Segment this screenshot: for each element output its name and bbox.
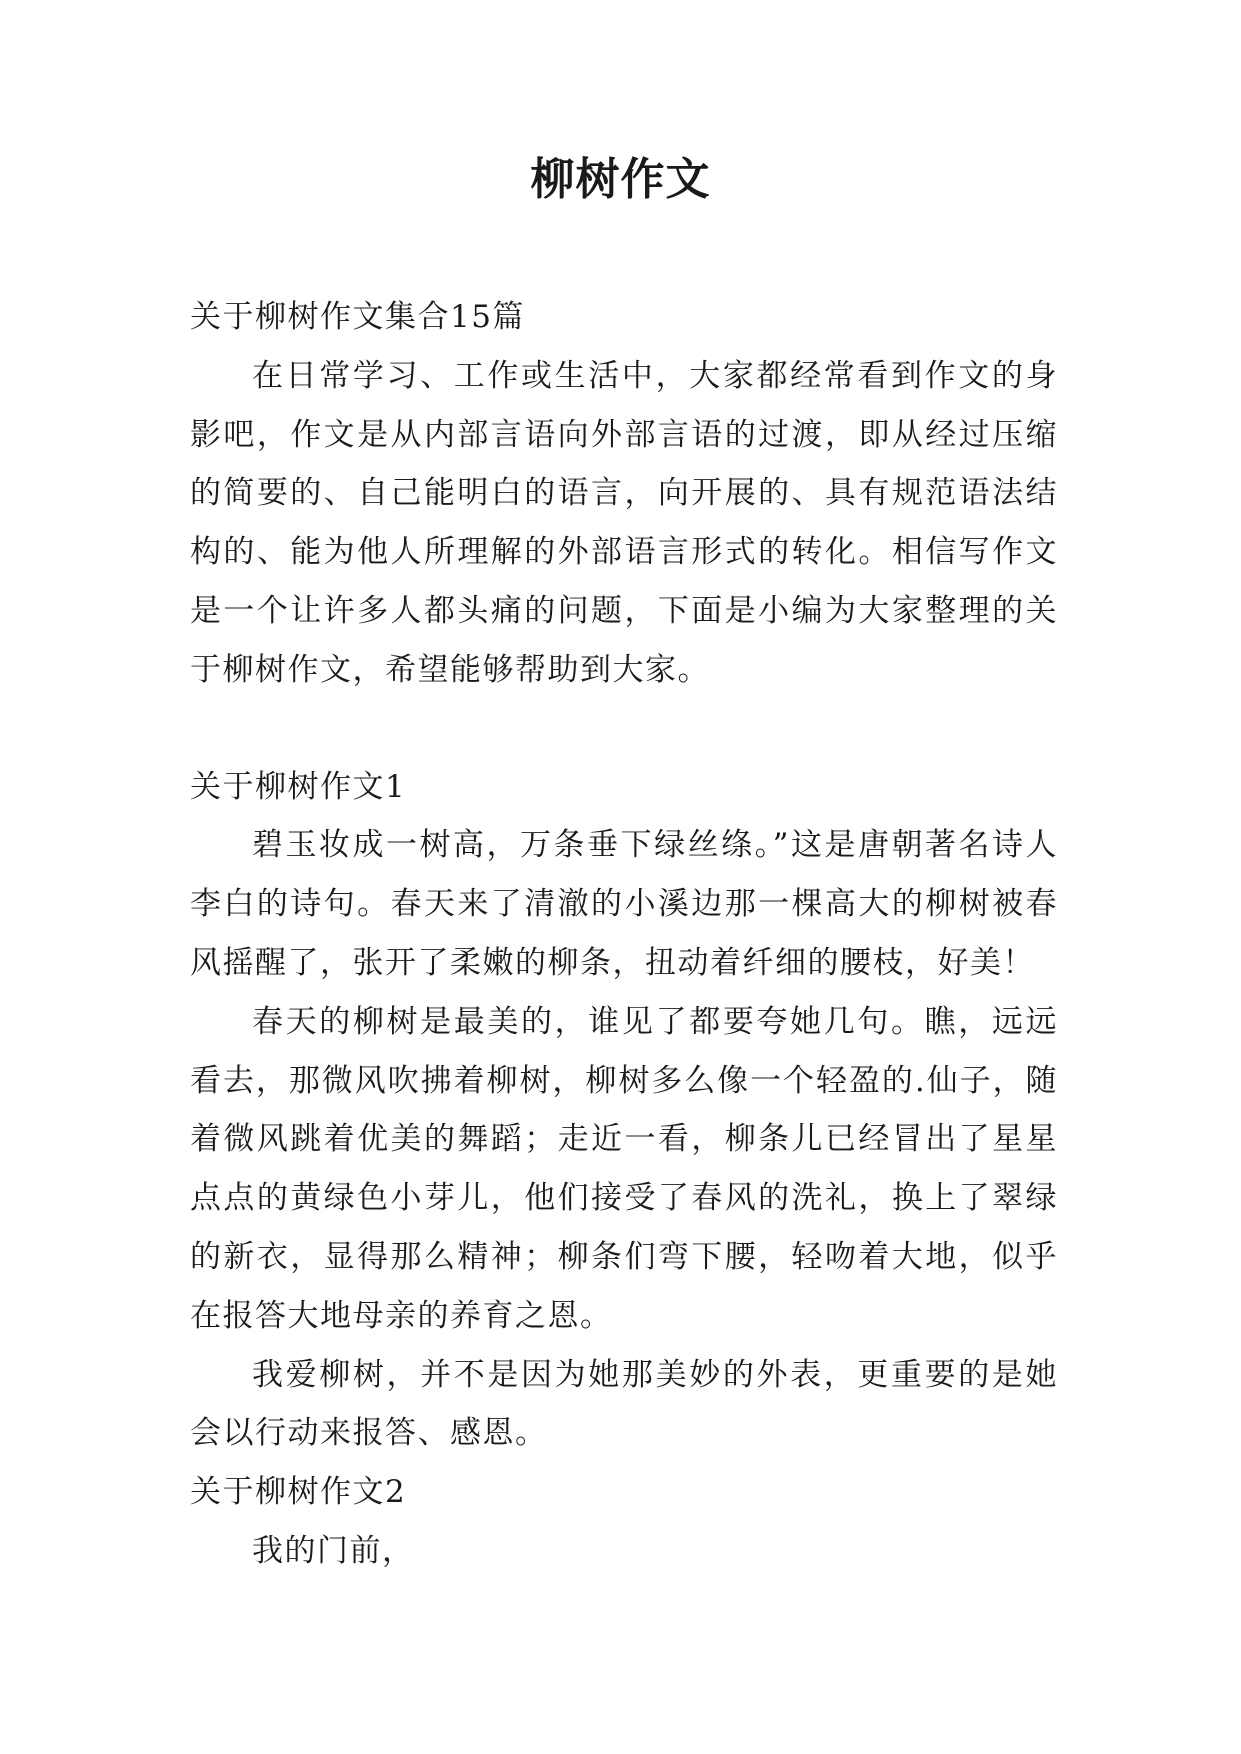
section-1-paragraph-3: 我爱柳树，并不是因为她那美妙的外表，更重要的是她会以行动来报答、感恩。 — [190, 1356, 1058, 1452]
section-spacer — [190, 700, 1058, 758]
section-1-paragraph-1: 碧玉妆成一树高，万条垂下绿丝绦。”这是唐朝著名诗人李白的诗句。春天来了清澈的小溪边那一棵高大的柳树被春风摇醒了，张开了柔嫩的柳条，扭动着纤细的腰枝，好美！ — [190, 827, 1058, 981]
section-heading-2: 关于柳树作文2 — [190, 1474, 407, 1511]
intro-heading: 关于柳树作文集合15篇 — [190, 299, 525, 335]
page-title: 柳树作文 — [530, 154, 711, 205]
document-body — [190, 288, 1058, 1581]
section-2-paragraph-1: 我的门前， — [252, 1532, 415, 1569]
intro-paragraph: 在日常学习、工作或生活中，大家都经常看到作文的身影吧，作文是从内部言语向外部言语的过渡，即从经过压缩的简要的、自己能明白的语言，向开展的、具有规范语法结构的、能为他人所理解的外部语言形式的转化。相信写作文是一个让许多人都头痛的问题，下面是小编为大家整理的关于柳树作文，希望能够帮助到大家。 — [190, 357, 1058, 688]
section-heading-1: 关于柳树作文1 — [190, 768, 407, 805]
section-1-paragraph-2: 春天的柳树是最美的，谁见了都要夸她几句。瞧，远远看去，那微风吹拂着柳树，柳树多么像一个轻盈的.仙子，随着微风跳着优美的舞蹈；走近一看，柳条儿已经冒出了星星点点的黄绿色小芽儿，他们接受了春风的洗礼，换上了翠绿的新衣，显得那么精神；柳条们弯下腰，轻吻着大地，似乎在报答大地母亲的养育之恩。 — [190, 1003, 1058, 1334]
